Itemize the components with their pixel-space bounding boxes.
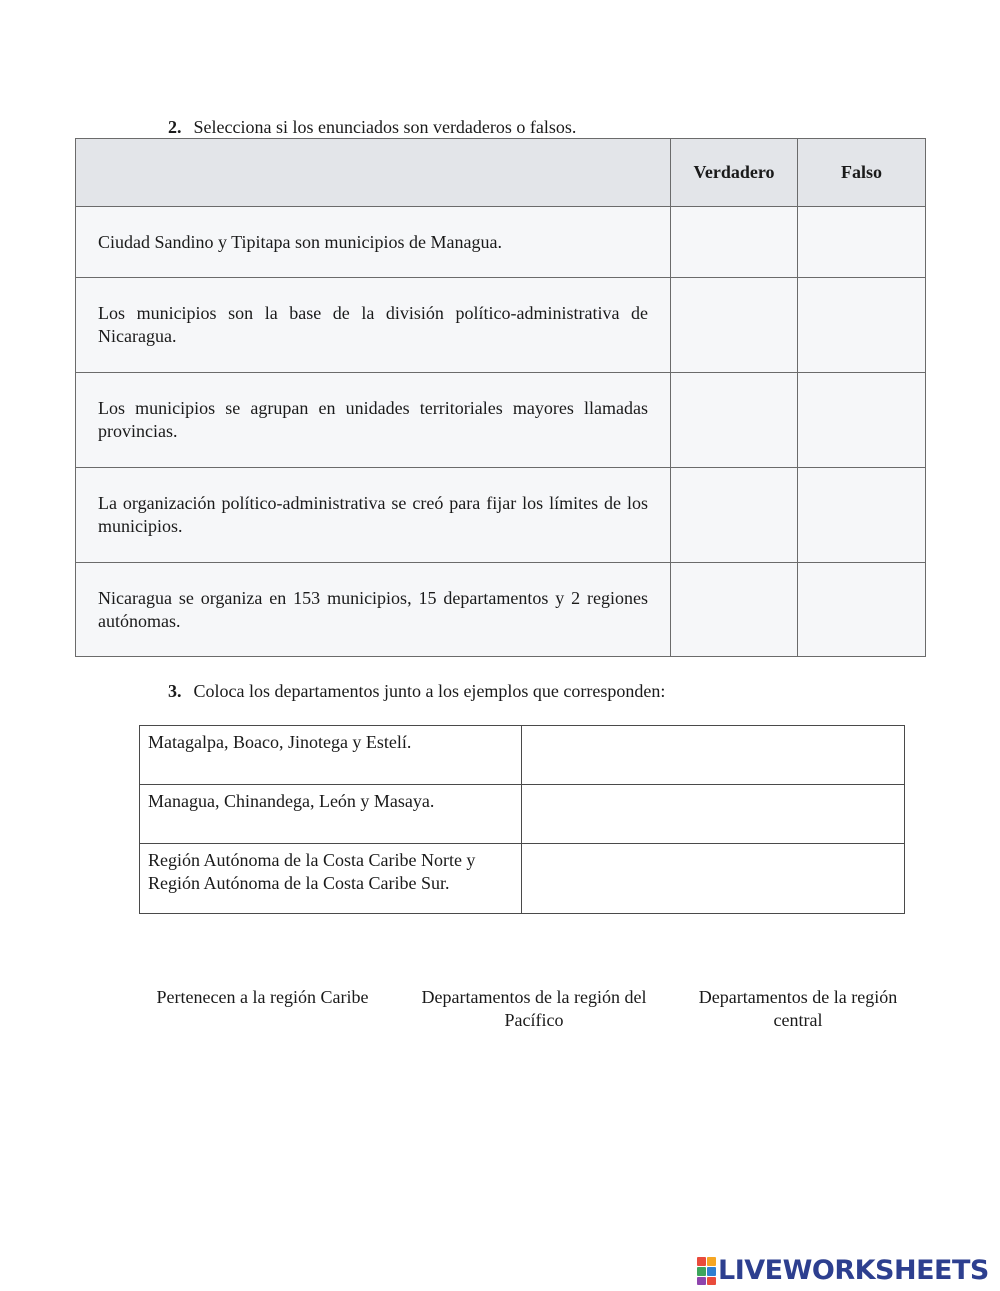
statement-text: Ciudad Sandino y Tipitapa son municipios de Managua. xyxy=(76,207,671,278)
false-answer-cell[interactable] xyxy=(798,468,926,563)
question-3-text: Coloca los departamentos junto a los ejemplos que corresponden: xyxy=(193,681,666,701)
table-row xyxy=(76,207,926,278)
statement-header xyxy=(76,139,671,207)
false-answer-cell[interactable] xyxy=(798,207,926,278)
logo-mark-cell xyxy=(707,1267,716,1276)
true-answer-cell[interactable] xyxy=(671,468,798,563)
logo-mark-cell xyxy=(697,1257,706,1266)
answer-drop-zone[interactable] xyxy=(522,726,905,785)
answer-drop-zone[interactable] xyxy=(522,785,905,844)
question-2-number: 2. xyxy=(168,117,182,137)
table-row xyxy=(76,563,926,657)
question-3-heading xyxy=(168,680,665,702)
false-answer-cell[interactable] xyxy=(798,278,926,373)
false-answer-cell[interactable] xyxy=(798,563,926,657)
true-answer-cell[interactable] xyxy=(671,207,798,278)
true-answer-cell[interactable] xyxy=(671,563,798,657)
table-row xyxy=(140,844,905,914)
example-text: Matagalpa, Boaco, Jinotega y Estelí. xyxy=(140,726,522,785)
logo-mark-cell xyxy=(707,1257,716,1266)
false-answer-cell[interactable] xyxy=(798,373,926,468)
matching-table xyxy=(139,725,905,914)
option-pacifico[interactable]: Departamentos de la región del Pacífico xyxy=(421,987,647,1030)
liveworksheets-logo[interactable] xyxy=(697,1255,989,1286)
table-row xyxy=(140,726,905,785)
logo-mark-cell xyxy=(697,1277,706,1285)
example-text: Managua, Chinandega, León y Masaya. xyxy=(140,785,522,844)
table-row xyxy=(76,468,926,563)
logo-text: LIVEWORKSHEETS xyxy=(718,1255,989,1286)
table-header-row xyxy=(76,139,926,207)
true-answer-cell[interactable] xyxy=(671,373,798,468)
option-caribe[interactable]: Pertenecen a la región Caribe xyxy=(156,987,369,1007)
question-2-text: Selecciona si los enunciados son verdaderos o falsos. xyxy=(193,117,577,137)
table-row xyxy=(76,278,926,373)
liveworksheets-logo-icon xyxy=(697,1257,716,1285)
table-row xyxy=(140,785,905,844)
logo-mark-cell xyxy=(707,1277,716,1285)
logo-mark-cell xyxy=(697,1267,706,1276)
example-text: Región Autónoma de la Costa Caribe Norte y Región Autónoma de la Costa Caribe Sur. xyxy=(140,844,522,914)
statement-text: La organización político-administrativa se creó para fijar los límites de los municipios. xyxy=(76,468,671,563)
option-central[interactable]: Departamentos de la región central xyxy=(698,987,898,1030)
answer-drop-zone[interactable] xyxy=(522,844,905,914)
question-2-heading xyxy=(168,116,576,138)
table-row xyxy=(76,373,926,468)
question-3-number: 3. xyxy=(168,681,182,701)
false-header: Falso xyxy=(798,139,926,207)
statement-text: Nicaragua se organiza en 153 municipios, 15 departamentos y 2 regiones autónomas. xyxy=(76,563,671,657)
true-header: Verdadero xyxy=(671,139,798,207)
true-answer-cell[interactable] xyxy=(671,278,798,373)
statement-text: Los municipios son la base de la división político-administrativa de Nicaragua. xyxy=(76,278,671,373)
true-false-table xyxy=(75,138,926,657)
statement-text: Los municipios se agrupan en unidades territoriales mayores llamadas provincias. xyxy=(76,373,671,468)
